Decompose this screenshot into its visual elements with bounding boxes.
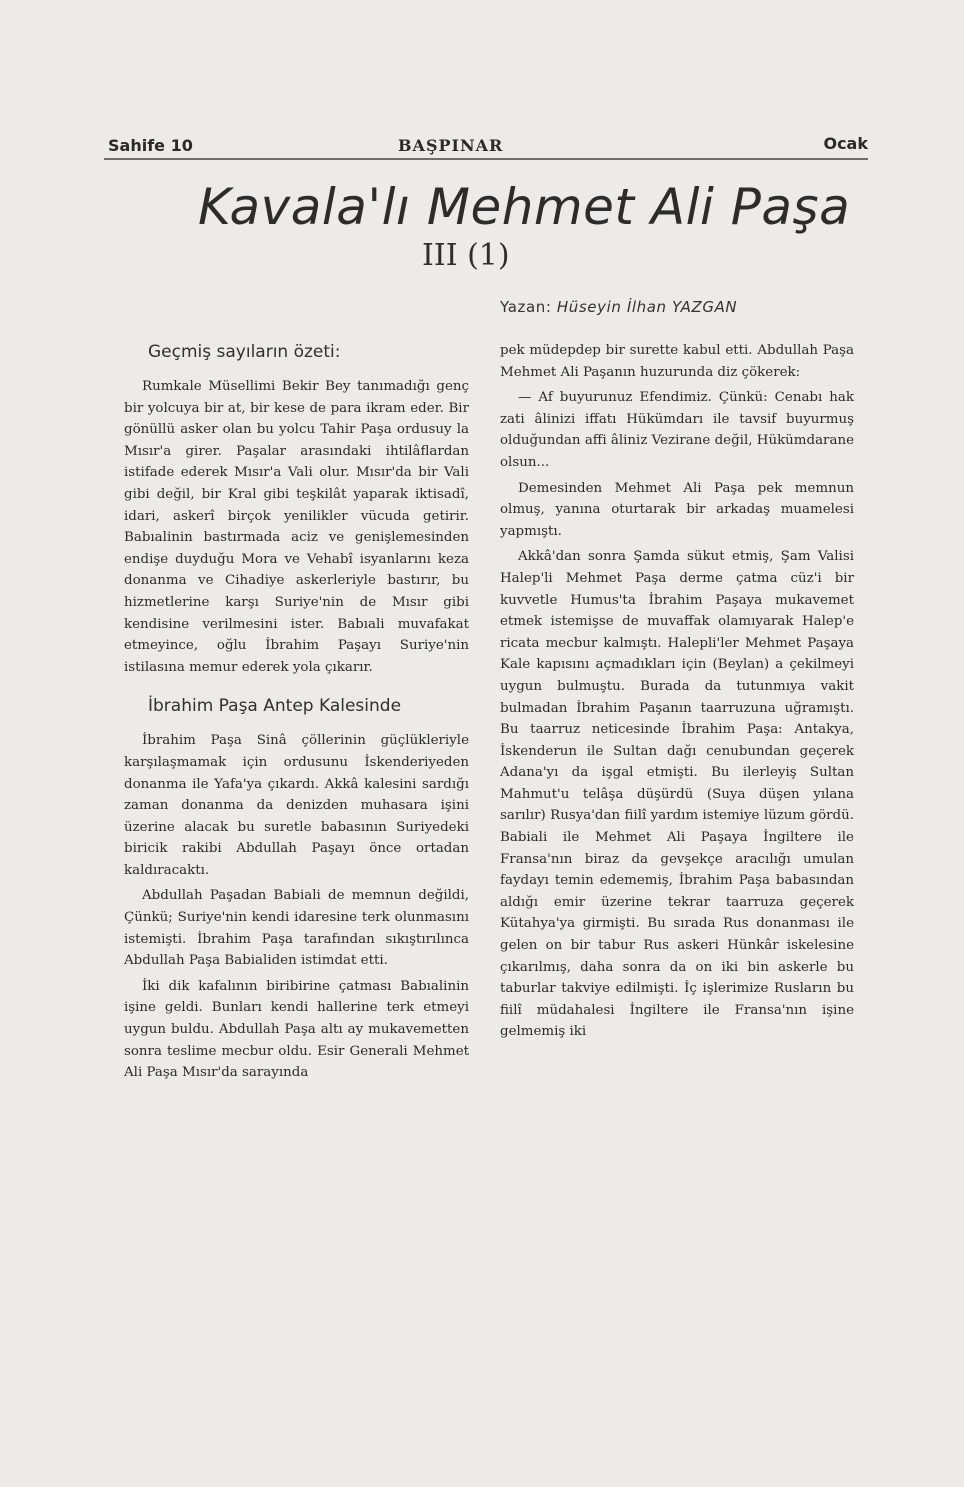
page-header (108, 132, 868, 160)
issue-month: Ocak (823, 134, 868, 153)
left-paragraph: İbrahim Paşa Sinâ çöllerinin güçlükleriyle karşılaşmamak için ordusunu İskenderiyeden donanma ile Yafa'ya çıkardı. Akkâ kalesini sardığı zaman donanma da denizden muhasara işini üzerine alacak bu suretle babasının Suriyedeki biricik rakibi Abdullah Paşayı önce ortadan kaldıracaktı. (124, 733, 469, 878)
right-paragraph: pek müdepdep bir surette kabul etti. Abdullah Paşa Mehmet Ali Paşanın huzurunda diz çökerek: (500, 343, 854, 380)
page-number: Sahife 10 (108, 136, 193, 155)
summary-heading: Geçmiş sayıların özeti: (148, 342, 341, 362)
right-paragraph: Akkâ'dan sonra Şamda sükut etmiş, Şam Valisi Halep'li Mehmet Paşa derme çatma cüz'i bir kuvvetle Humus'ta İbrahim Paşaya mukavemet etmek istemişse de muvaffak olamıyarak Halep'e ricata mecbur kalmıştı. Halepli'ler Mehmet Paşaya Kale kapısını açmadıkları için (Beylan) a çekilmeyi uygun bulmuştu. Burada da tutunmıya vakit bulmadan İbrahim Paşanın taarruzuna uğramıştı. Bu taarruz neticesinde İbrahim Paşa: Antakya, İskenderun ile Sultan dağı cenubundan geçerek Adana'yı da işgal etmişti. Bu ilerleyiş Sultan Mahmut'u telâşa düşürdü (Suya düşen yılana sarılır) Rusya'dan fiilî yardım istemiye lüzum gördü. Babiali ile Mehmet Ali Paşaya İngiltere ile Fransa'nın biraz da gevşekçe aracılığı umulan faydayı temin edememiş, İbrahim Paşa babasından aldığı emir üzerine tekrar taarruza geçerek Kütahya'ya girmişti. Bu sırada Rus donanması ile gelen on bir tabur Rus askeri Hünkâr iskelesine çıkarılmış, daha sonra da on iki bin askerle bu taburlar takviye edilmişti. İç işlerimize Rusların bu fiilî müdahalesi İngiltere ile Fransa'nın işine gelmemiş iki (500, 549, 854, 1040)
summary-text: Rumkale Müsellimi Bekir Bey tanımadığı genç bir yolcuya bir at, bir kese de para ikram eder. Bir gönüllü asker olan bu yolcu Tahir Paşa ordusuy la Mısır'a girer. Paşalar arasındaki ihtilâflardan istifade ederek Mısır'a Vali olur. Mısır'da bir Vali gibi değil, bir Kral gibi teşkilât yaparak iktisadî, idari, askerî birçok yenilikler vücuda getirir. Babıalinin bastırmada aciz ve genişlemesinden endişe duyduğu Mora ve Vehabî isyanlarını keza donanma ve Cihadiye askerleriyle bastırır, bu hizmetlerine karşı Suriye'nin de Mısır gibi kendisine verilmesini ister. Babıali muvafakat etmeyince, oğlu İbrahim Paşayı Suriye'nin istilasına memur ederek yola çıkarır. (124, 379, 469, 675)
right-paragraph: — Af buyurunuz Efendimiz. Çünkü: Cenabı hak zati âlinizi iffatı Hükümdarı ile tavsif buyurmuş olduğundan affi âliniz Vezirane değil, Hükümdarane olsun... (500, 390, 854, 470)
article-title: Kavala'lı Mehmet Ali Paşa (198, 178, 851, 236)
right-column (500, 340, 854, 1043)
author-line (500, 298, 737, 316)
right-paragraph: Demesinden Mehmet Ali Paşa pek memnun olmuş, yanına oturtarak bir arkadaş muamelesi yapmıştı. (500, 480, 854, 539)
header-rule (104, 158, 868, 160)
left-paragraph: Abdullah Paşadan Babiali de memnun değildi, Çünkü; Suriye'nin kendi idaresine terk olunmasını istemişti. İbrahim Paşa tarafından sıkıştırılınca Abdullah Paşa Babialiden istimdat etti. (124, 888, 469, 969)
left-column (124, 340, 469, 1084)
left-paragraph: İki dik kafalının biribirine çatması Babıalinin işine geldi. Bunları kendi hallerine terk etmeyi uygun buldu. Abdullah Paşa altı ay mukavemetten sonra teslime mecbur oldu. Esir Generali Mehmet Ali Paşa Mısır'da sarayında (124, 978, 469, 1081)
article-subtitle: III (1) (422, 238, 510, 273)
section-heading: İbrahim Paşa Antep Kalesinde (148, 696, 402, 717)
author-prefix: Yazan: (500, 298, 552, 316)
author-name: Hüseyin İlhan YAZGAN (556, 298, 738, 316)
publication-name: BAŞPINAR (398, 136, 504, 155)
